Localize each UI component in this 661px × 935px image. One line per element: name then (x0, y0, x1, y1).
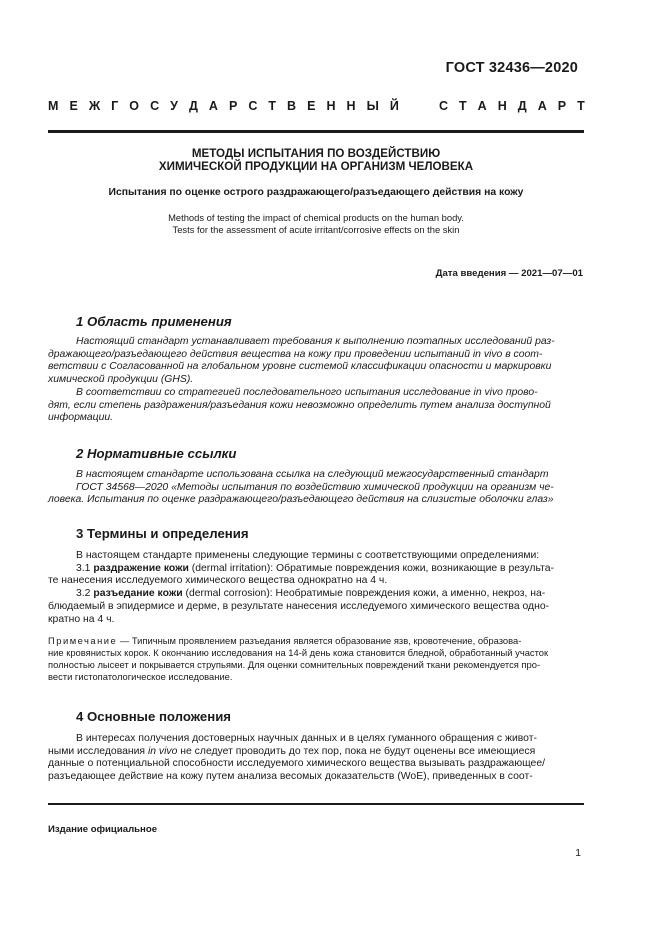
term-3-1: 3.1 раздражение кожи (dermal irritation): Обратимые повреждения кожи, возникающие в результа- (76, 562, 554, 574)
footer-rule (48, 803, 584, 805)
document-subtitle: Испытания по оценке острого раздражающего/разъедающего действия на кожу (108, 187, 524, 198)
text-line: дражающего/разъедающего действия вещества на кожу при проведении испытаний in vivo в соот- (48, 348, 543, 360)
text-line: вести гистопатологическое исследование. (48, 670, 233, 682)
interstate-letter: Ы (366, 99, 379, 113)
interstate-letter: Г (111, 99, 119, 113)
interstate-letter: Т (577, 99, 585, 113)
official-edition-label: Издание официальное (48, 824, 158, 835)
document-code: ГОСТ 32436—2020 (445, 60, 578, 76)
header-rule (48, 130, 584, 133)
text-line: дят, если степень раздражения/разъедания кожи невозможно определить путем анализа доступной (48, 399, 551, 411)
interstate-letter: Т (268, 99, 277, 113)
interstate-letter: Т (459, 99, 467, 113)
document-title (48, 147, 584, 173)
section-2-heading: 2 Нормативные ссылки (76, 446, 237, 461)
interstate-letter: А (537, 99, 547, 113)
interstate-letter: Н (346, 99, 356, 113)
interstate-letter: М (48, 99, 59, 113)
interstate-letter: С (150, 99, 160, 113)
text-line: Примечание — Типичным проявлением разъедания является образование язв, кровотечение, образова- (48, 635, 522, 646)
text-line: В настоящем стандарте применены следующие термины с соответствующими определениями: (76, 550, 540, 561)
introduction-date: Дата введения — 2021—07—01 (435, 268, 583, 279)
interstate-letter: Д (188, 99, 198, 113)
interstate-letter: А (208, 99, 218, 113)
interstate-letter: Д (517, 99, 527, 113)
text-line: химической продукции (GHS). (48, 374, 194, 386)
text-line: В настоящем стандарте использована ссылка на следующий межгосударственный стандарт (76, 469, 549, 480)
interstate-letter: У (170, 99, 178, 113)
text-line: ловека. Испытания по оценке раздражающего/разъедающего действия на слизистые оболочки глаз» (48, 494, 554, 506)
text-line: В интересах получения достоверных научных данных и в целях гуманного обращения с живот- (76, 733, 537, 744)
text-line: полностью лысеет и покрывается струпьями. Для оценки сомнительных повреждений ткани рекомендуется про- (48, 658, 541, 670)
text-line: кратно на 4 ч. (48, 613, 115, 625)
interstate-letter (424, 99, 427, 113)
interstate-letter: А (477, 99, 487, 113)
section-4-body (48, 733, 584, 784)
note (48, 635, 584, 683)
text-line: блюдаемый в эпидермисе и дерме, в результате нанесения исследуемого химического вещества одно- (48, 600, 550, 612)
interstate-letter: Е (307, 99, 316, 113)
interstate-letter: Е (69, 99, 78, 113)
section-1-heading: 1 Область применения (76, 314, 232, 329)
term-label: раздражение кожи (93, 562, 189, 574)
english-title-line: Tests for the assessment of acute irritant/corrosive effects on the skin (172, 224, 460, 235)
interstate-letter: В (287, 99, 297, 113)
text-line: данные о потенциальной способности исследуемого химического вещества вызывать раздражающее/ (48, 758, 546, 770)
interstate-letter: Р (228, 99, 238, 113)
interstate-letter: Й (389, 99, 399, 113)
term-label: разъедание кожи (93, 588, 183, 600)
text-line: информации. (48, 412, 114, 424)
title-line: ХИМИЧЕСКОЙ ПРОДУКЦИИ НА ОРГАНИЗМ ЧЕЛОВЕКА (158, 160, 474, 173)
note-label: Примечание (48, 635, 118, 646)
text-line: ными исследования in vivo не следует проводить до тех пор, пока не будут оценены все имеющиеся (48, 745, 536, 757)
text-line: Настоящий стандарт устанавливает требования к выполнению поэтапных исследований раз- (76, 336, 555, 347)
interstate-standard-heading (48, 99, 585, 113)
section-1-body (48, 336, 584, 425)
section-3-body (48, 550, 584, 626)
section-2-body (48, 469, 584, 507)
term-3-2: 3.2 разъедание кожи (dermal corrosion): Необратимые повреждения кожи, а именно, некроз, на- (76, 588, 546, 600)
interstate-letter: Н (497, 99, 507, 113)
english-title (48, 212, 584, 236)
text-line: ние кровянистых корок. К окончанию исследования на 14-й день кожа становится бледной, обработанный участок (48, 646, 549, 658)
interstate-letter: С (248, 99, 258, 113)
text-line: ГОСТ 34568—2020 «Методы испытания по воздействию химической продукции на организм че- (76, 481, 554, 493)
interstate-letter: Р (557, 99, 567, 113)
interstate-letter: Ж (88, 99, 101, 113)
section-4-heading: 4 Основные положения (76, 709, 231, 724)
interstate-letter: С (438, 99, 448, 113)
text-line: В соответствии со стратегией последовательного испытания исследование in vivo прово- (76, 386, 538, 398)
interstate-letter: Н (326, 99, 336, 113)
title-line: МЕТОДЫ ИСПЫТАНИЯ ПО ВОЗДЕЙСТВИЮ (191, 147, 441, 160)
english-title-line: Methods of testing the impact of chemical products on the human body. (168, 212, 464, 223)
page-number: 1 (575, 848, 581, 859)
interstate-letter: О (129, 99, 140, 113)
text-line: разъедающее действие на кожу путем анализа весомых доказательств (WoE), приведенных в соот- (48, 771, 533, 783)
section-3-heading: 3 Термины и определения (76, 526, 249, 541)
interstate-letter (410, 99, 413, 113)
text-line: те нанесения исследуемого химического вещества однократно на 4 ч. (48, 575, 388, 587)
text-line: ветствии с Согласованной на глобальном уровне системой классификации опасности и маркировки (48, 361, 552, 373)
